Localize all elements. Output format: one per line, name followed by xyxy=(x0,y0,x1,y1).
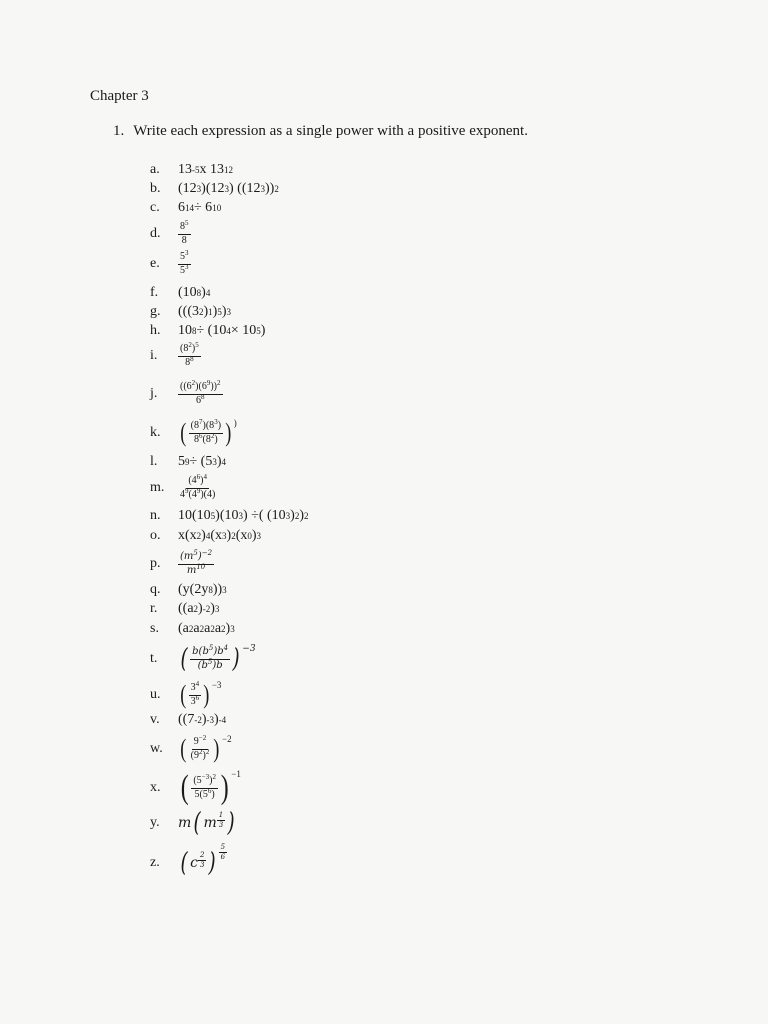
exercise-d xyxy=(150,219,191,246)
item-label: m. xyxy=(150,480,165,495)
item-label: y. xyxy=(150,815,160,830)
expression-s: (a 2 a 2 a 2 a 2 ) 3 xyxy=(178,621,235,636)
exercise-r xyxy=(150,601,219,617)
exercise-y xyxy=(150,810,237,836)
exercise-x xyxy=(150,771,241,805)
item-label: p. xyxy=(150,556,161,571)
exercise-s xyxy=(150,621,235,637)
exercise-m xyxy=(150,473,217,500)
fraction-m: $\frac{(4^6)^4}{4^9(4^9)(4)}$ xyxy=(180,473,216,500)
item-label: l. xyxy=(150,454,158,469)
expression-v: ((7 -2 ) -3 ) -4 xyxy=(178,712,227,727)
expression-z: ( c $\frac{2}{3}$ ) $\frac{5}{6}$ xyxy=(180,843,226,878)
item-label: h. xyxy=(150,323,161,338)
exercise-j xyxy=(150,379,223,406)
exercise-o xyxy=(150,528,261,544)
exercise-e xyxy=(150,249,191,276)
expression-y: m ( m $\frac{1}{3}$ ) xyxy=(178,808,235,838)
expression-q: (y(2y 8 )) 3 xyxy=(178,582,227,597)
chapter-title: Chapter 3 xyxy=(90,88,149,104)
item-label: o. xyxy=(150,528,161,543)
exercise-h xyxy=(150,323,265,339)
fraction-e: $\frac{5^3}{5^3}$ xyxy=(180,249,189,276)
item-label: j. xyxy=(150,386,158,401)
expression-n: 10(10 5 )(10 3 ) ÷( (10 3 ) 2 ) 2 xyxy=(178,508,309,523)
fraction-p: $\frac{(m^5)^{-2}}{m^{10}}$ xyxy=(180,549,213,576)
item-label: n. xyxy=(150,508,161,523)
item-label: a. xyxy=(150,162,160,177)
fraction-d: $\frac{8^5}{8}$ xyxy=(180,219,189,246)
item-label: v. xyxy=(150,712,160,727)
exercise-p xyxy=(150,549,214,576)
exercise-l xyxy=(150,454,226,470)
expression-t: ( $\frac{b(b^5)b^4}{(b^5)b}$ ) −3 xyxy=(180,644,256,674)
exercise-a xyxy=(150,162,233,178)
item-label: f. xyxy=(150,285,159,300)
exercise-v xyxy=(150,712,226,728)
question-number: 1. xyxy=(113,123,125,139)
exercise-i xyxy=(150,341,201,368)
question-1 xyxy=(113,123,528,140)
item-label: u. xyxy=(150,687,161,702)
item-label: g. xyxy=(150,304,161,319)
expression-w: ( $\frac{9^{-2}}{(9^2)^2}$ ) −2 xyxy=(180,734,232,763)
expression-r: ((a 2 ) -2 ) 3 xyxy=(178,601,220,616)
item-label: q. xyxy=(150,582,161,597)
exercise-z xyxy=(150,843,227,878)
item-label: w. xyxy=(150,741,163,756)
item-label: x. xyxy=(150,780,161,795)
exercise-c xyxy=(150,200,221,216)
expression-k: ( $\frac{(8^7)(8^3)}{8^6(8^2)}$ ) ) xyxy=(180,418,237,447)
exercise-g xyxy=(150,304,231,320)
item-label: d. xyxy=(150,226,161,241)
exercise-t xyxy=(150,646,256,672)
item-label: r. xyxy=(150,601,158,616)
item-label: k. xyxy=(150,425,161,440)
exercise-w xyxy=(150,736,232,762)
question-text: Write each expression as a single power with a positive exponent. xyxy=(133,123,528,139)
item-label: s. xyxy=(150,621,159,636)
exercise-n xyxy=(150,508,309,524)
exercise-u xyxy=(150,682,221,708)
expression-l: 5 9 ÷ (5 3 ) 4 xyxy=(178,454,227,469)
expression-u: ( $\frac{3^4}{3^6}$ ) −3 xyxy=(180,680,222,709)
expression-c: 6 14 ÷ 6 10 xyxy=(178,200,222,215)
exercise-f xyxy=(150,285,210,301)
item-label: i. xyxy=(150,348,158,363)
expression-f: (10 8 ) 4 xyxy=(178,285,211,300)
expression-g: (((3 2 ) 1 ) 5 ) 3 xyxy=(178,304,232,319)
expression-h: 10 8 ÷ (10 4 × 10 5 ) xyxy=(178,323,266,338)
expression-b: (12 3 )(12 3 ) ((12 3 )) 2 xyxy=(178,181,279,196)
fraction-i: $\frac{(8^2)^5}{8^8}$ xyxy=(180,341,199,368)
item-label: b. xyxy=(150,181,161,196)
item-label: z. xyxy=(150,855,160,870)
exercise-k xyxy=(150,420,237,446)
item-label: t. xyxy=(150,651,158,666)
exercise-q xyxy=(150,582,227,598)
expression-a: 13 -5 x 13 12 xyxy=(178,162,233,177)
expression-o: x(x 2 ) 4 (x 3 ) 2 (x 0 ) 3 xyxy=(178,528,262,543)
expression-x: ( $\frac{(5^{-3})^2}{5(5^6)}$ ) −1 xyxy=(180,769,241,806)
fraction-j: $\frac{((6^2)(6^9))^2}{6^8}$ xyxy=(180,379,221,406)
exercise-b xyxy=(150,181,279,197)
item-label: e. xyxy=(150,256,160,271)
item-label: c. xyxy=(150,200,160,215)
